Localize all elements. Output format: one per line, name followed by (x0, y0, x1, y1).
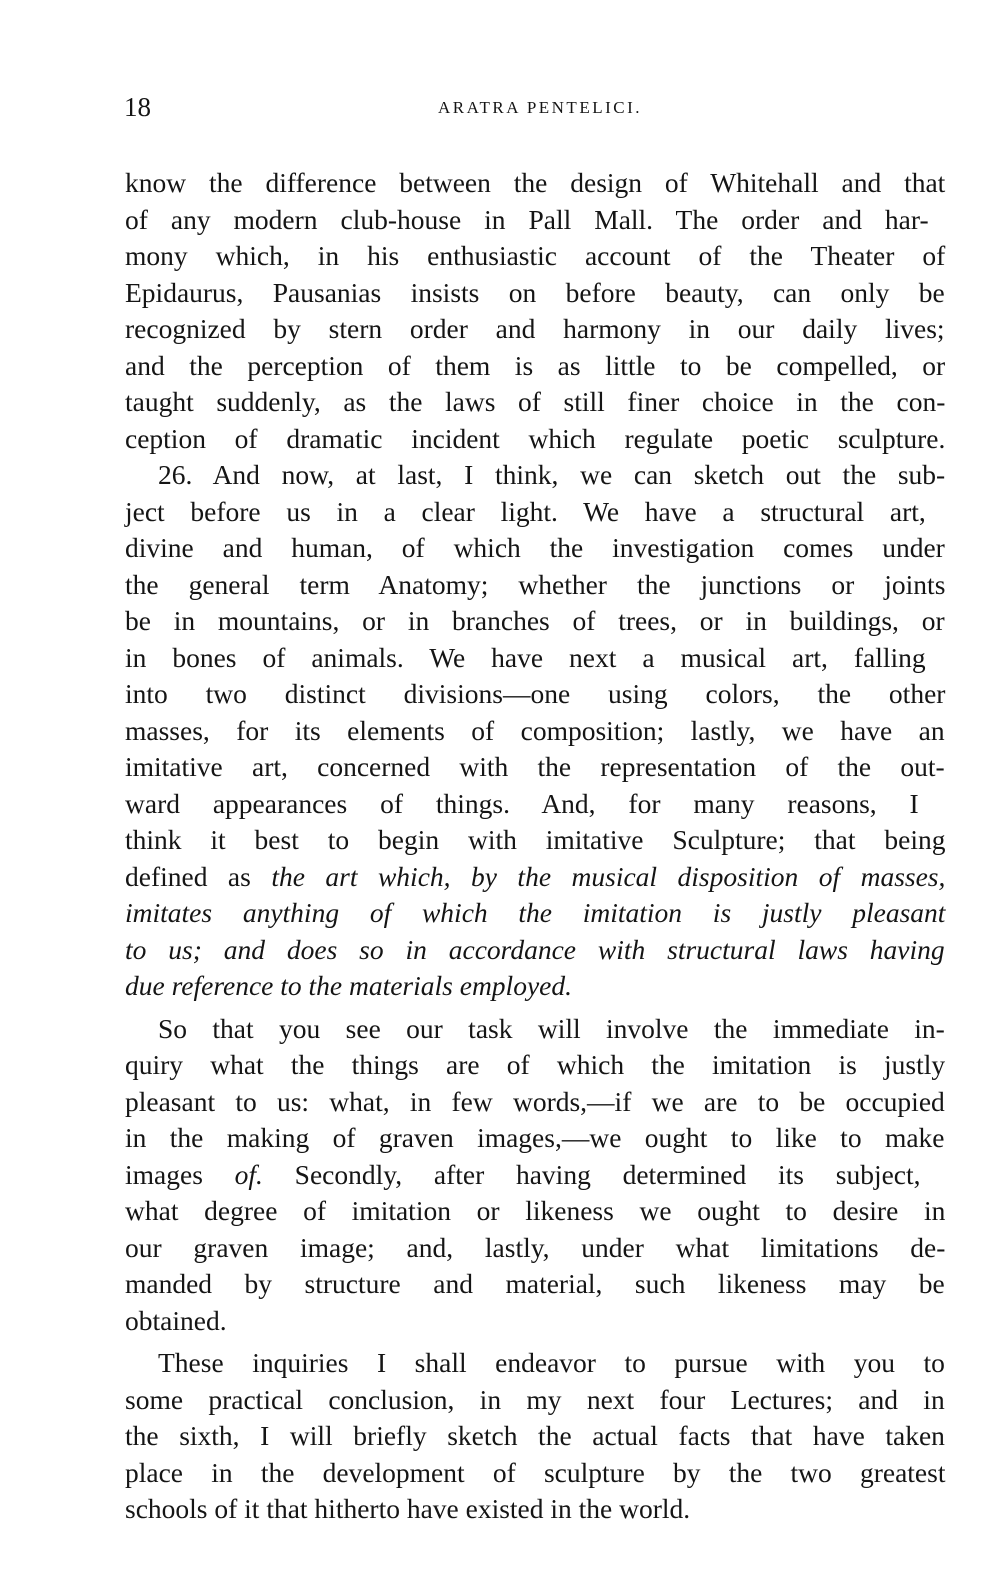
text-line (125, 676, 945, 713)
text-segment: ception of dramatic incident which regulate poetic sculpture. (125, 422, 946, 454)
text-line (125, 202, 945, 239)
text-line (125, 1418, 945, 1455)
text-line (125, 1193, 945, 1230)
text-segment: obtained. (125, 1304, 227, 1336)
text-line (125, 1345, 945, 1382)
text-line (125, 494, 945, 531)
text-segment: images (125, 1158, 235, 1190)
body-text (125, 165, 945, 1528)
italic-text: of. (234, 1158, 263, 1190)
text-line (125, 457, 945, 494)
text-line (125, 640, 945, 677)
text-segment: some practical conclusion, in my next four Lectures; and in (125, 1383, 945, 1415)
text-segment: taught suddenly, as the laws of still finer choice in the con- (125, 386, 946, 417)
text-segment: manded by structure and material, such likeness may be (125, 1268, 945, 1299)
text-line (125, 238, 945, 275)
text-segment: ject before us in a clear light. We have a structural art, (125, 495, 926, 527)
text-segment: and the perception of them is as little to be compelled, or (125, 349, 946, 381)
text-line (125, 603, 945, 640)
text-segment: These inquiries I shall endeavor to pursue with you to (158, 1347, 945, 1378)
text-line (125, 786, 945, 823)
text-line (125, 1382, 945, 1419)
text-segment: Secondly, after having determined its subject, (262, 1158, 921, 1190)
text-segment: imitative art, concerned with the representation of the out- (125, 751, 945, 782)
text-line (125, 421, 945, 458)
text-segment: ward appearances of things. And, for many reasons, I (125, 787, 919, 819)
text-segment: know the difference between the design of Whitehall and that (125, 167, 946, 198)
running-head: ARATRA PENTELICI. (438, 98, 642, 117)
text-line (125, 1266, 945, 1303)
text-segment: what degree of imitation or likeness we ought to desire in (125, 1195, 946, 1226)
paragraph (125, 1345, 945, 1528)
text-segment: place in the development of sculpture by the two greatest (125, 1456, 946, 1488)
text-line (125, 859, 945, 896)
italic-text: the art which, by the musical disposition of masses, (271, 860, 946, 892)
text-line (125, 567, 945, 604)
text-line (125, 1491, 945, 1528)
text-segment: in bones of animals. We have next a musical art, falling (125, 641, 926, 673)
text-segment: masses, for its elements of composition; lastly, we have an (125, 714, 945, 746)
text-segment: 26. And now, at last, I think, we can sketch out the sub- (158, 459, 946, 490)
text-line (125, 895, 945, 932)
text-segment: think it best to begin with imitative Sculpture; that being (125, 824, 946, 855)
text-segment: our graven image; and, lastly, under what limitations de- (125, 1231, 946, 1263)
page-number: 18 (124, 92, 151, 122)
text-line (125, 348, 945, 385)
text-segment: into two distinct divisions—one using colors, the other (125, 678, 946, 709)
text-segment: recognized by stern order and harmony in our daily lives; (125, 313, 945, 344)
text-segment: in the making of graven images,—we ought to like to make (125, 1122, 945, 1153)
text-segment: divine and human, of which the investigation comes under (125, 532, 945, 563)
text-segment: the general term Anatomy; whether the junctions or joints (125, 568, 946, 600)
text-line (125, 1455, 945, 1492)
italic-text: imitates anything of which the imitation is justly pleasant (125, 897, 946, 928)
text-line (125, 713, 945, 750)
text-line (125, 1120, 945, 1157)
text-segment: quiry what the things are of which the imitation is justly (125, 1049, 946, 1080)
text-segment: of any modern club-house in Pall Mall. The order and har- (125, 203, 929, 235)
text-line (125, 1084, 945, 1121)
text-segment: Epidaurus, Pausanias insists on before beauty, can only be (125, 276, 945, 308)
text-segment: mony which, in his enthusiastic account of the Theater of (125, 240, 946, 271)
italic-text: to us; and does so in accordance with structural laws having (125, 933, 945, 965)
text-line (125, 932, 945, 969)
text-segment: schools of it that hitherto have existed in the world. (125, 1493, 691, 1524)
text-line (125, 311, 945, 348)
paragraph (125, 1011, 945, 1340)
text-line (125, 968, 945, 1005)
text-line (125, 275, 945, 312)
text-line (125, 1157, 945, 1194)
text-line (125, 1230, 945, 1267)
text-line (125, 165, 945, 202)
text-line (125, 530, 945, 567)
text-line (125, 384, 945, 421)
paragraph (125, 165, 945, 457)
text-segment: defined as (125, 860, 272, 892)
text-segment: So that you see our task will involve the immediate in- (158, 1012, 945, 1044)
text-line (125, 1011, 945, 1048)
text-segment: be in mountains, or in branches of trees, or in buildings, or (125, 605, 945, 636)
paragraph (125, 457, 945, 1005)
text-segment: pleasant to us: what, in few words,—if we are to be occupied (125, 1085, 945, 1117)
text-line (125, 749, 945, 786)
text-line (125, 822, 945, 859)
text-segment: the sixth, I will briefly sketch the actual facts that have taken (125, 1420, 945, 1451)
text-line (125, 1303, 945, 1340)
text-line (125, 1047, 945, 1084)
italic-text: due reference to the materials employed. (125, 970, 572, 1001)
